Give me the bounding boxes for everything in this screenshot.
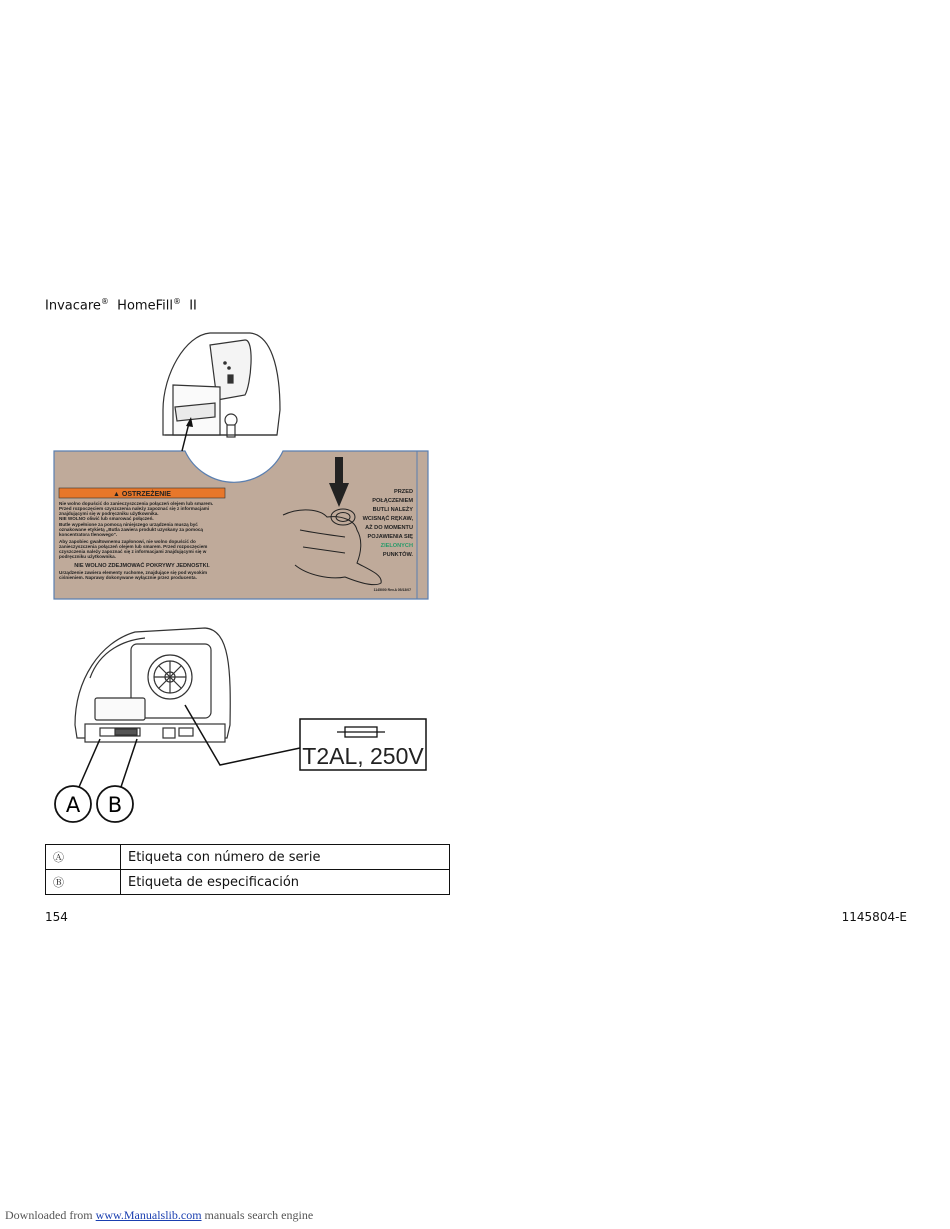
svg-text:AŻ DO MOMENTU: AŻ DO MOMENTU	[365, 525, 413, 531]
svg-text:czyszczenia należy zapoznać si: czyszczenia należy zapoznać się z informacjami znajdującymi się w	[59, 549, 207, 554]
label-part-code: 1145000 Rev.A 05/13/07	[373, 588, 411, 592]
legend-text-a: Etiqueta con número de serie	[121, 845, 450, 870]
legend-key-a: Ⓐ	[46, 845, 121, 870]
svg-text:znajdującymi się w podręczniku: znajdującymi się w podręczniku użytkownika.	[59, 511, 159, 516]
svg-text:WCISNĄĆ RĘKAW,: WCISNĄĆ RĘKAW,	[362, 516, 413, 522]
callout-a-line	[79, 739, 100, 787]
warning-title: ▲ OSTRZEŻENIE	[113, 491, 171, 498]
svg-text:PRZED: PRZED	[394, 489, 413, 495]
device-rear-illustration	[75, 628, 230, 742]
warning-label-figure	[45, 325, 445, 610]
callout-b-label: B	[107, 793, 123, 817]
svg-text:BUTLI NALEŻY: BUTLI NALEŻY	[372, 507, 413, 513]
callout-b-line	[121, 739, 137, 787]
svg-text:ZIELONYCH: ZIELONYCH	[380, 543, 413, 549]
document-code: 1145804-E	[841, 910, 907, 924]
svg-text:podręczniku użytkownika.: podręczniku użytkownika.	[59, 554, 116, 559]
svg-text:PUNKTÓW.: PUNKTÓW.	[382, 552, 413, 558]
svg-text:zanieczyszczenia połączeń olej: zanieczyszczenia połączeń olejem lub smarem. Przed rozpoczęciem	[59, 544, 208, 549]
svg-text:Przed rozpoczęciem czyszczenia: Przed rozpoczęciem czyszczenia należy zapoznać się z informacjami	[59, 506, 210, 511]
svg-text:POJAWIENIA SIĘ: POJAWIENIA SIĘ	[367, 534, 413, 540]
device-rear-figure	[45, 620, 445, 830]
warning-body	[59, 501, 213, 559]
moving-parts-warning	[59, 570, 207, 580]
svg-text:Urządzenie zawiera elementy ru: Urządzenie zawiera elementy ruchome, znajdujące się pod wysokim	[59, 570, 208, 575]
svg-text:POŁĄCZENIEM: POŁĄCZENIEM	[372, 498, 413, 504]
svg-text:Butle wypełnione za pomocą nin: Butle wypełnione za pomocą niniejszego urządzenia muszą być	[59, 522, 198, 527]
fuse-rating: T2AL, 250V	[302, 743, 424, 769]
model-name: II	[189, 298, 197, 314]
svg-text:Aby zapobiec gwałtownemu zapło: Aby zapobiec gwałtownemu zapłonowi, nie wolno dopuścić do	[59, 539, 196, 544]
callout-a-label: A	[65, 793, 81, 817]
svg-text:oznakowane etykietą „Butla zaw: oznakowane etykietą „Butla zawiera produkt uzyskany za pomocą	[59, 527, 203, 532]
legend-text-b: Etiqueta de especificación	[121, 870, 450, 895]
product-name: HomeFill	[117, 298, 173, 314]
manualslib-link[interactable]: www.Manualslib.com	[95, 1208, 202, 1222]
device-top-illustration	[163, 333, 280, 437]
legend-key-b: Ⓑ	[46, 870, 121, 895]
page-number: 154	[45, 910, 68, 924]
svg-text:koncentratora tlenowego".: koncentratora tlenowego".	[59, 532, 118, 537]
press-arrow-shaft	[335, 457, 343, 485]
cover-warning: NIE WOLNO ZDEJMOWAĆ POKRYWY JEDNOSTKI.	[74, 563, 210, 569]
table-row	[46, 845, 450, 870]
table-row	[46, 870, 450, 895]
running-header: Invacare® HomeFill® II	[45, 297, 197, 314]
download-footer: Downloaded from www.Manualslib.com manuals search engine	[5, 1208, 314, 1222]
brand-name: Invacare	[45, 298, 101, 314]
svg-text:ciśnieniem. Naprawy dokonywane: ciśnieniem. Naprawy dokonywane wyłącznie przez producenta.	[59, 575, 197, 580]
svg-text:NIE WOLNO oliwić lub smarować: NIE WOLNO oliwić lub smarować połączeń.	[59, 516, 154, 521]
legend-table	[45, 844, 450, 895]
svg-text:Nie wolno dopuścić do zanieczy: Nie wolno dopuścić do zanieczyszczenia połączeń olejem lub smarem.	[59, 501, 214, 506]
